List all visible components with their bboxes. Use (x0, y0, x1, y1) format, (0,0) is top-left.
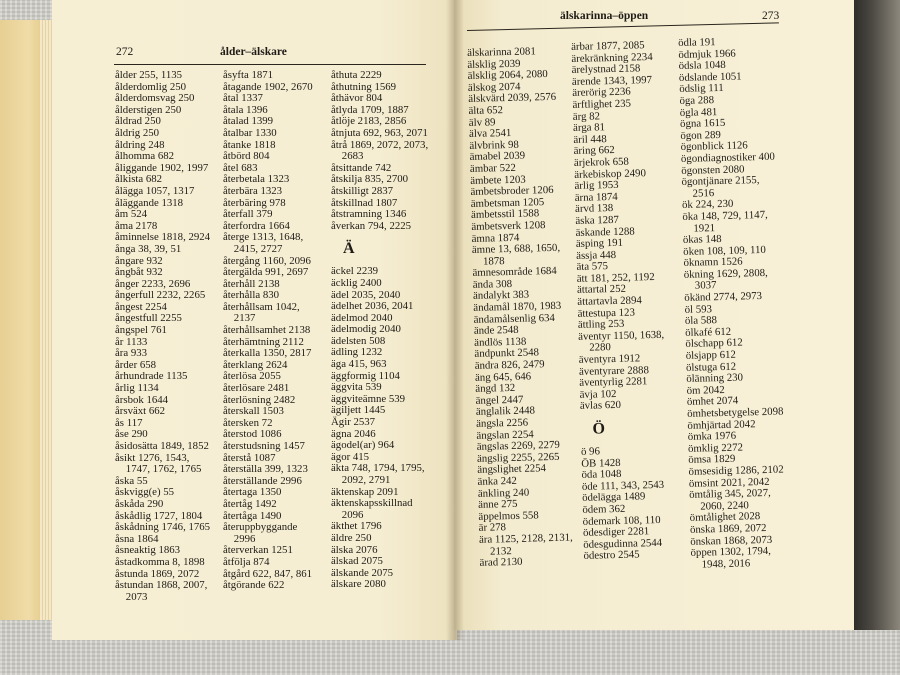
index-entry: ändlös 1138 (474, 335, 527, 349)
index-entry: ölkafé 612 (685, 325, 732, 339)
right-column-2 (571, 40, 670, 563)
index-entry: äring 662 (573, 144, 615, 158)
index-entry: ämbar 522 (469, 161, 516, 175)
index-entry: öga 288 (679, 94, 715, 107)
index-entry: åtstramning 1346 (331, 208, 407, 221)
index-entry: 2137 (223, 312, 256, 325)
index-entry: äggvita 539 (331, 381, 382, 394)
index-entry: äggformig 1104 (331, 369, 400, 382)
index-entry: ända 308 (472, 277, 513, 291)
index-entry: ärelystnad 2158 (571, 62, 641, 77)
index-entry: ättling 253 (577, 318, 625, 332)
index-entry: ökänd 2774, 2973 (684, 290, 763, 304)
index-entry: återklang 2624 (223, 358, 288, 371)
index-entry: åtrå 1869, 2072, 2073, (331, 138, 429, 151)
index-entry: ögna 1615 (679, 117, 726, 131)
index-entry: ägor 415 (331, 450, 370, 463)
index-entry: återbära 1323 (223, 184, 283, 197)
index-entry: åthävor 804 (331, 92, 383, 105)
index-entry: åsikt 1276, 1543, (115, 451, 190, 464)
index-entry: äkthet 1796 (331, 520, 382, 533)
index-entry: åstundan 1868, 2007, (115, 579, 208, 592)
index-entry: åthuta 2229 (331, 69, 382, 81)
index-entry: älskad 2075 (331, 555, 383, 568)
index-entry: önska 1869, 2072 (689, 521, 767, 536)
index-entry: äventyra 1912 (578, 352, 641, 366)
index-entry: åldrig 250 (115, 126, 160, 139)
index-entry: ändpunkt 2548 (474, 346, 540, 361)
index-entry: återhåll 2138 (223, 277, 280, 290)
index-entry: ärg 82 (572, 109, 601, 123)
book-gutter (446, 0, 464, 640)
index-entry: åtalbar 1330 (223, 126, 277, 139)
index-entry: åtsittande 742 (331, 161, 392, 174)
index-entry: återbäring 978 (223, 196, 286, 209)
index-entry: ömka 1976 (687, 429, 737, 444)
index-entry: åsna 1864 (115, 532, 159, 545)
left-column-3 (331, 70, 428, 591)
index-entry: återhållsamhet 2138 (223, 324, 311, 337)
index-entry: 2060, 2240 (689, 499, 749, 513)
index-entry: ängslighet 2254 (477, 462, 547, 477)
index-entry: ändra 826, 2479 (474, 358, 545, 372)
index-entry: åtala 1396 (223, 103, 268, 116)
index-entry: ässja 448 (576, 248, 617, 262)
index-entry: ås 117 (115, 416, 143, 429)
index-entry: ädelhet 2036, 2041 (331, 300, 414, 313)
index-entry: årlig 1134 (115, 382, 159, 395)
index-entry: ömsint 2021, 2042 (688, 475, 770, 490)
section-letter: Ö (592, 420, 606, 438)
index-entry: åskådning 1746, 1765 (115, 521, 211, 534)
index-entry: ångbåt 932 (115, 266, 163, 279)
index-entry: ämabel 2039 (469, 149, 526, 164)
index-entry: ämbetsman 1205 (470, 195, 545, 210)
index-entry: åsneaktig 1863 (115, 544, 181, 557)
index-entry: ömhetsbetygelse 2098 (687, 405, 784, 420)
index-entry: änkling 240 (477, 486, 530, 500)
index-entry: älv 89 (468, 115, 496, 129)
index-entry: äsping 191 (575, 236, 624, 251)
index-entry: ödsla 1048 (678, 59, 726, 73)
index-entry: ömhjärtad 2042 (687, 417, 756, 432)
index-entry: ångerfull 2232, 2265 (115, 289, 206, 302)
index-entry: återstå 1087 (223, 451, 276, 464)
index-entry: ångestfull 2255 (115, 312, 182, 325)
index-entry: ängslas 2269, 2279 (476, 439, 560, 454)
index-entry: ädelmod 2040 (331, 311, 393, 324)
index-entry: änglalik 2448 (475, 404, 536, 419)
index-entry: öde 111, 343, 2543 (581, 478, 665, 493)
index-entry: ävja 102 (579, 387, 617, 401)
index-entry: 2132 (479, 544, 512, 558)
index-entry: århundrade 1135 (115, 370, 188, 383)
index-entry: åtanke 1818 (223, 138, 276, 151)
index-entry: återhålla 830 (223, 289, 280, 302)
index-entry: återkalla 1350, 2817 (223, 347, 312, 360)
index-entry: ävlas 620 (579, 399, 622, 413)
index-entry: ände 2548 (473, 324, 519, 338)
index-entry: åstadkomma 8, 1898 (115, 555, 205, 568)
index-entry: ärftlighet 235 (572, 97, 632, 111)
index-entry: åsidosätta 1849, 1852 (115, 440, 209, 452)
left-header-rule (114, 64, 426, 65)
index-entry: ödelägga 1489 (582, 490, 646, 505)
index-entry: åliggande 1902, 1997 (115, 161, 209, 174)
index-entry: ålkista 682 (115, 173, 163, 186)
index-entry: ängsla 2256 (476, 416, 529, 430)
index-entry: återhållsam 1042, (223, 300, 300, 313)
left-page-number: 272 (116, 46, 134, 58)
index-entry: ökning 1629, 2808, (683, 266, 768, 281)
index-entry: återge 1313, 1648, (223, 231, 304, 244)
index-entry: återlösare 2481 (223, 382, 290, 395)
index-entry: ångspel 761 (115, 324, 167, 337)
index-entry: återsken 72 (223, 416, 273, 429)
index-entry: ånga 38, 39, 51 (115, 242, 182, 255)
index-entry: äta 575 (576, 260, 609, 274)
index-entry: återställa 399, 1323 (223, 463, 308, 476)
index-entry: öken 108, 109, 110 (683, 243, 767, 258)
index-entry: äng 645, 646 (474, 370, 532, 384)
index-entry: ölsjapp 612 (685, 348, 736, 362)
index-entry: älskarinna 2081 (466, 45, 536, 59)
index-entry: ämne 13, 688, 1650, (471, 241, 561, 257)
index-entry: 3037 (683, 279, 717, 293)
index-entry: 2280 (578, 341, 612, 355)
index-entry: ädling 1232 (331, 346, 383, 359)
index-entry: återlösa 2055 (223, 370, 281, 383)
index-entry: 2092, 2791 (331, 474, 391, 486)
index-entry: äventyrlig 2281 (579, 375, 648, 390)
index-entry: ålderstigen 250 (115, 103, 182, 116)
index-entry: ök 224, 230 (681, 198, 734, 212)
index-entry: åtagande 1902, 2670 (223, 80, 313, 93)
index-entry: ärvd 138 (574, 202, 614, 216)
index-entry: 2073 (115, 590, 148, 603)
index-entry: åläggande 1318 (115, 196, 184, 209)
index-entry: ölschapp 612 (685, 336, 743, 351)
right-column-1 (467, 46, 573, 570)
index-entry: 1921 (682, 221, 716, 235)
index-entry: återtåg 1492 (223, 497, 277, 510)
index-entry: årder 658 (115, 358, 157, 371)
index-entry: åldring 248 (115, 138, 165, 151)
index-entry: återhämtning 2112 (223, 335, 304, 348)
section-letter: Ä (343, 240, 355, 258)
index-entry: åsyfta 1871 (223, 69, 274, 81)
index-entry: ömsesidig 1286, 2102 (688, 463, 784, 478)
index-entry: återtaga 1350 (223, 486, 282, 499)
index-entry: ättartal 252 (576, 283, 627, 297)
index-entry: ödmjuk 1966 (678, 47, 736, 61)
index-entry: ätt 181, 252, 1192 (576, 270, 655, 285)
index-entry: ängel 2447 (475, 393, 524, 407)
index-entry: ämna 1874 (471, 231, 520, 245)
index-entry: ärende 1343, 1997 (571, 73, 653, 88)
index-entry: ålderdomlig 250 (115, 80, 187, 93)
index-entry: ödslig 111 (679, 82, 724, 96)
index-entry: ömklig 2272 (687, 441, 744, 455)
index-entry: äppelmos 558 (478, 509, 539, 523)
index-entry: ägna 2046 (331, 427, 376, 440)
index-entry: ödslande 1051 (678, 70, 742, 84)
index-entry: äska 1287 (575, 213, 619, 227)
index-entry: Ägir 2537 (331, 416, 376, 429)
index-entry: återgång 1160, 2096 (223, 254, 311, 267)
index-entry: ärlig 1953 (574, 179, 619, 193)
index-entry: ättartavla 2894 (577, 294, 642, 308)
index-entry: åtskilja 835, 2700 (331, 173, 409, 186)
index-entry: återställande 2996 (223, 474, 302, 487)
index-entry: 2683 (331, 150, 364, 163)
index-entry: är 278 (478, 521, 507, 535)
index-entry: 2516 (681, 186, 715, 200)
index-entry: äril 448 (573, 132, 607, 146)
index-entry: ögontjänare 2155, (681, 174, 760, 189)
index-entry: öka 148, 729, 1147, (682, 208, 768, 223)
index-entry: ödesgudinna 2544 (583, 536, 663, 551)
index-entry: älta 652 (468, 104, 504, 117)
index-entry: 2996 (223, 532, 256, 545)
index-entry: återlösning 2482 (223, 393, 296, 406)
index-entry: ånger 2233, 2696 (115, 277, 191, 290)
index-entry: ödem 362 (582, 502, 626, 516)
index-entry: öla 588 (684, 314, 718, 328)
index-entry: ödesdiger 2281 (582, 525, 650, 540)
index-entry: ögondiagnostiker 400 (680, 150, 775, 165)
index-entry: åtnjuta 692, 963, 2071 (331, 126, 428, 139)
index-entry: åtlyda 1709, 1887 (331, 103, 409, 116)
index-entry: öl 593 (684, 302, 713, 316)
index-entry: ålhomma 682 (115, 150, 175, 163)
index-entry: åtskilligt 2837 (331, 184, 394, 197)
right-running-head: älskarinna–öppen (560, 10, 649, 22)
index-entry: älskare 2080 (331, 578, 386, 591)
index-entry: åra 933 (115, 347, 148, 360)
index-entry: änne 275 (478, 498, 518, 512)
index-entry: ölänning 230 (686, 371, 744, 386)
index-entry: äga 415, 963 (331, 358, 387, 371)
index-entry: ära 1125, 2128, 2131, (478, 531, 573, 546)
index-entry: ärekränkning 2234 (571, 50, 653, 65)
index-entry: åthutning 1569 (331, 80, 397, 93)
index-entry: ändamålsenlig 634 (473, 311, 556, 326)
left-column-2 (223, 70, 313, 592)
left-column-1 (115, 70, 210, 603)
index-entry: älsklig 2039 (467, 57, 521, 71)
index-entry: äktenskapsskillnad (331, 497, 413, 510)
index-entry: åtskillnad 1807 (331, 196, 398, 209)
index-entry: åtgörande 622 (223, 579, 285, 592)
index-entry: älva 2541 (468, 127, 512, 141)
index-entry: åminnelse 1818, 2924 (115, 231, 211, 244)
index-entry: ångare 932 (115, 254, 163, 267)
index-entry: öda 1048 (581, 468, 622, 482)
index-entry: änka 242 (477, 474, 518, 488)
right-column-3 (678, 36, 787, 572)
index-entry: ämbete 1203 (470, 173, 526, 187)
index-entry: 1948, 2016 (690, 557, 751, 571)
index-entry: åse 290 (115, 428, 148, 441)
index-entry: åtgård 622, 847, 861 (223, 567, 313, 580)
index-entry: ömtålig 345, 2027, (689, 487, 771, 502)
index-entry: älvbrink 98 (469, 138, 520, 152)
index-entry: ämnesområde 1684 (472, 265, 557, 280)
index-entry: åstunda 1869, 2072 (115, 567, 200, 580)
index-entry: ömsa 1829 (688, 453, 736, 467)
index-entry: 2415, 2727 (223, 242, 283, 255)
index-entry: ögon 289 (680, 128, 722, 142)
index-entry: 1878 (472, 254, 505, 268)
index-entry: ölstuga 612 (685, 360, 737, 374)
index-entry: ämbetsstil 1588 (470, 207, 540, 222)
index-entry: ärjekrok 658 (573, 155, 629, 169)
index-entry: ärerörig 2236 (572, 85, 631, 100)
index-entry: återstod 1086 (223, 428, 282, 441)
index-entry: ålderdomsvag 250 (115, 92, 195, 105)
index-entry: ärna 1874 (574, 190, 618, 204)
index-entry: ömhet 2074 (686, 395, 739, 409)
index-entry: ökas 148 (682, 233, 722, 247)
index-entry: ögonblick 1126 (680, 139, 748, 154)
index-entry: 2096 (331, 508, 364, 521)
index-entry: öm 2042 (686, 383, 725, 397)
index-entry: återuppbyggande (223, 521, 298, 534)
index-entry: älsklig 2064, 2080 (467, 68, 548, 83)
index-entry: återgälda 991, 2697 (223, 266, 309, 279)
index-entry: öknamn 1526 (683, 255, 743, 270)
index-entry: ändalykt 383 (472, 289, 530, 303)
index-entry: ÖB 1428 (581, 456, 621, 470)
index-entry: ögla 481 (679, 105, 718, 119)
right-page-number: 273 (762, 10, 780, 22)
index-entry: återverkan 1251 (223, 544, 293, 557)
index-entry: ämbetsbroder 1206 (470, 184, 554, 199)
index-entry: återskall 1503 (223, 405, 284, 418)
index-entry: äcklig 2400 (331, 276, 382, 289)
index-entry: ömtålighet 2028 (689, 510, 761, 525)
index-entry: ädelsten 508 (331, 334, 386, 347)
index-entry: årsväxt 662 (115, 405, 166, 418)
index-entry: ålägga 1057, 1317 (115, 184, 195, 197)
index-entry: årsbok 1644 (115, 393, 169, 406)
index-entry: äskande 1288 (575, 225, 635, 239)
index-entry: ättestupa 123 (577, 306, 636, 320)
index-entry: åtfölja 874 (223, 555, 270, 568)
index-entry: ägiljett 1445 (331, 404, 386, 417)
index-entry: älska 2076 (331, 543, 378, 556)
index-entry: ärad 2130 (479, 555, 523, 569)
index-entry: åtalad 1399 (223, 115, 274, 128)
index-entry: älskog 2074 (467, 80, 521, 94)
index-entry: ängslan 2254 (476, 428, 534, 442)
index-entry: ängd 132 (475, 382, 516, 396)
index-entry: åm 524 (115, 208, 148, 221)
index-entry: äventyrare 2888 (578, 363, 650, 378)
index-entry: äldre 250 (331, 531, 372, 544)
index-entry: åskvigg(e) 55 (115, 486, 175, 499)
index-entry: åtbörd 804 (223, 150, 270, 163)
index-entry: återfall 379 (223, 208, 273, 221)
index-entry: ärkebiskop 2490 (574, 166, 647, 181)
index-entry: ångest 2254 (115, 300, 167, 313)
index-entry: ödestro 2545 (583, 548, 640, 563)
index-entry: ögonsten 2080 (681, 162, 745, 177)
book-cover-right (852, 0, 900, 630)
index-entry: älskande 2075 (331, 566, 394, 579)
index-entry: äktenskap 2091 (331, 485, 399, 498)
index-entry: öppen 1302, 1794, (690, 545, 772, 559)
index-entry: åtlöje 2183, 2856 (331, 115, 407, 128)
index-entry: ädel 2035, 2040 (331, 288, 401, 301)
index-entry: återstudsning 1457 (223, 440, 305, 452)
index-entry: åska 55 (115, 474, 148, 487)
index-entry: åskåda 290 (115, 497, 164, 510)
index-entry: åskådlig 1727, 1804 (115, 509, 203, 522)
index-entry: åldrad 250 (115, 115, 161, 128)
index-entry: ålder 255, 1135 (115, 69, 183, 81)
index-entry: ödla 191 (677, 36, 716, 49)
index-entry: återfordra 1664 (223, 219, 290, 232)
index-entry: ö 96 (580, 445, 601, 458)
index-entry: äckel 2239 (331, 265, 379, 278)
index-entry: åma 2178 (115, 219, 158, 232)
index-entry: ärbar 1877, 2085 (570, 39, 645, 53)
index-entry: återtåga 1490 (223, 509, 282, 522)
index-entry: ärga 81 (572, 121, 606, 135)
index-entry: ändamål 1870, 1983 (473, 299, 562, 314)
index-entry: 1747, 1762, 1765 (115, 463, 202, 476)
index-entry: önskan 1868, 2073 (690, 533, 773, 548)
index-entry: ägodel(ar) 964 (331, 439, 395, 452)
index-entry: år 1133 (115, 335, 148, 348)
index-entry: äventyr 1150, 1638, (578, 328, 665, 343)
index-entry: ödemark 108, 110 (582, 513, 661, 528)
index-entry: ädelmodig 2040 (331, 323, 401, 336)
left-running-head: ålder–älskare (220, 46, 287, 58)
index-entry: återbetala 1323 (223, 173, 290, 186)
index-entry: åverkan 794, 2225 (331, 219, 412, 232)
index-entry: ämbetsverk 1208 (471, 219, 546, 233)
index-entry: åtal 1337 (223, 92, 263, 105)
index-entry: äggviteämne 539 (331, 392, 406, 405)
index-entry: äkta 748, 1794, 1795, (331, 462, 425, 475)
index-entry: ängslig 2255, 2265 (476, 450, 560, 465)
index-entry: älskvärd 2039, 2576 (468, 91, 557, 106)
index-entry: åtel 683 (223, 161, 258, 174)
